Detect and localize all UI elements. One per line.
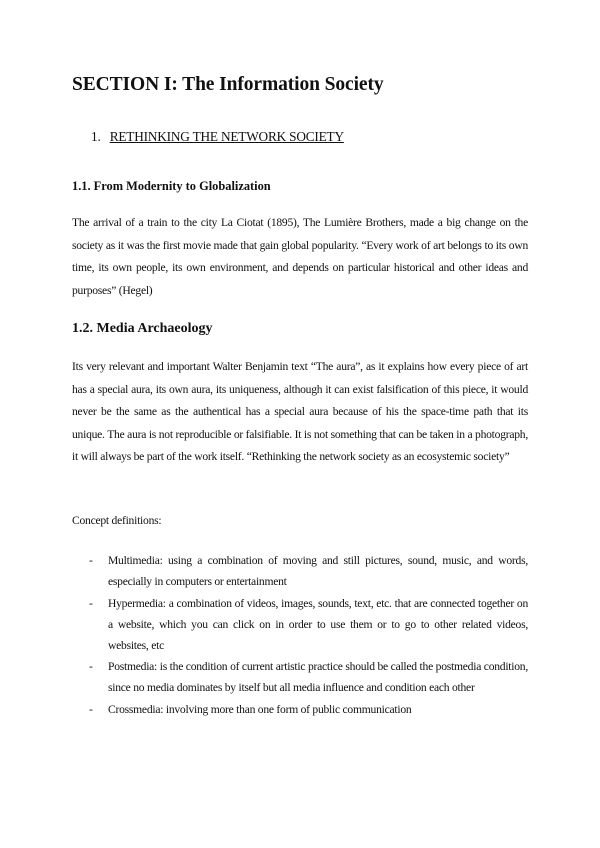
section-title: SECTION I: The Information Society (72, 74, 384, 95)
list-item (72, 656, 528, 698)
concept-multimedia: Multimedia: using a combination of moving and still pictures, sound, music, and words, especially in computers or entertainment (108, 554, 528, 588)
bullet-dash: - (89, 702, 93, 716)
paragraph-media-archaeology: Its very relevant and important Walter Benjamin text “The aura”, as it explains how every piece of art has a special aura, its own aura, its uniqueness, although it can exist falsification of this piece, it would never be the same as the authentical has a special aura because of his the space-time path that its unique. The aura is not reproducible or falsifiable. It is not something that can be taken in a photograph, it will always be part of the work itself. “Rethinking the network society as an ecosystemic society” (72, 360, 528, 463)
concept-definitions-label: Concept definitions: (72, 514, 162, 527)
chapter-number: 1. (91, 129, 101, 144)
paragraph-modernity: The arrival of a train to the city La Ciotat (1895), The Lumière Brothers, made a big change on the society as it was the first movie made that gain global popularity. “Every work of art belongs to its own time, its own people, its own environment, and depends on particular historical and other ideas and purposes” (Hegel) (72, 216, 528, 297)
chapter-title: RETHINKING THE NETWORK SOCIETY (109, 129, 344, 144)
list-item (72, 593, 528, 656)
bullet-dash: - (89, 554, 93, 567)
list-item (72, 550, 528, 592)
list-item (72, 699, 528, 720)
concept-postmedia: Postmedia: is the condition of current artistic practice should be called the postmedia condition, since no media dominates by itself but all media influence and condition each other (108, 660, 528, 694)
concept-list (72, 550, 528, 720)
bullet-dash: - (89, 660, 93, 673)
subsection-heading-1-1: 1.1. From Modernity to Globalization (72, 179, 271, 193)
concept-crossmedia: Crossmedia: involving more than one form of public communication (108, 702, 412, 716)
subsection-heading-1-2: 1.2. Media Archaeology (72, 321, 213, 336)
chapter-heading (91, 129, 344, 145)
concept-hypermedia: Hypermedia: a combination of videos, images, sounds, text, etc. that are connected together on a website, which you can click on in order to use them or to go to other related videos, websites, etc (108, 596, 528, 652)
bullet-dash: - (89, 596, 93, 610)
